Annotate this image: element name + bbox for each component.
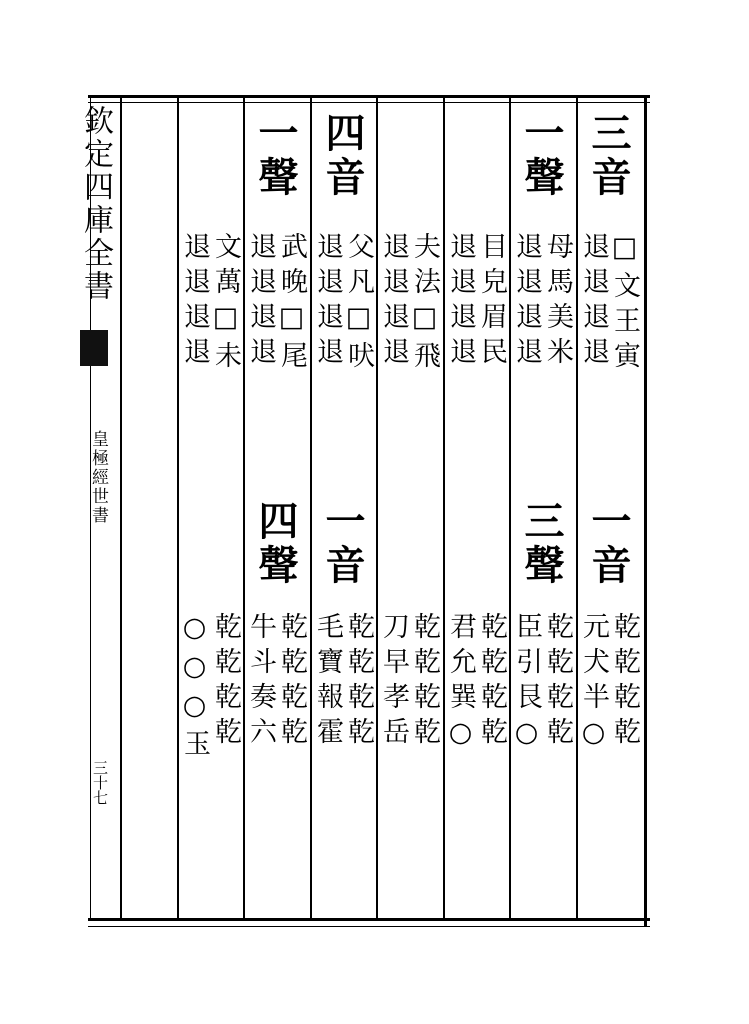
column-lower-line: 乾乾乾乾 <box>542 612 573 752</box>
column-divider <box>177 98 179 920</box>
column-lower-line: ○○○玉 <box>179 612 210 764</box>
column-lower-heading: 一音 <box>319 500 366 588</box>
column-lower-line: 乾乾乾乾 <box>609 612 640 752</box>
column-divider <box>509 98 511 920</box>
book-title: 皇極經世書 <box>88 430 108 525</box>
column-lower-line: 乾乾乾乾 <box>210 612 241 752</box>
column-upper-line: 退退退退 <box>312 232 343 372</box>
page-number: 三十七 <box>91 760 109 805</box>
column-lower-heading: 一音 <box>585 500 632 588</box>
column-upper-line: 夫法□飛 <box>409 232 440 376</box>
column-upper-line: 退退退退 <box>179 232 210 372</box>
table-column-empty <box>122 98 177 920</box>
column-upper-line: 母馬美米 <box>542 232 573 372</box>
column-upper-heading: 一聲 <box>518 112 565 200</box>
column-divider <box>443 98 445 920</box>
column-lower-line: 乾乾乾乾 <box>343 612 374 752</box>
column-lower-line: 牛斗奏六 <box>245 612 276 752</box>
collection-title: 欽定四庫全書 <box>78 105 113 303</box>
column-upper-line: 文萬□未 <box>210 232 241 376</box>
column-upper-line: 父凡□吠 <box>343 232 374 376</box>
column-upper-heading: 三音 <box>585 112 632 200</box>
column-upper-heading: 四音 <box>319 112 366 200</box>
column-lower-line: 毛寶報霍 <box>312 612 343 752</box>
column-upper-line: □文王寅 <box>609 232 640 376</box>
column-upper-line: 退退退退 <box>511 232 542 372</box>
column-upper-line: 武晚□尾 <box>276 232 307 376</box>
column-lower-line: 乾乾乾乾 <box>476 612 507 752</box>
column-lower-line: 乾乾乾乾 <box>276 612 307 752</box>
column-upper-line: 退退退退 <box>378 232 409 372</box>
fishtail-mark <box>80 330 108 366</box>
column-divider <box>310 98 312 920</box>
bottom-border-inner <box>88 926 650 927</box>
column-divider <box>576 98 578 920</box>
column-lower-line: 乾乾乾乾 <box>409 612 440 752</box>
column-divider <box>376 98 378 920</box>
column-lower-line: 刀早孝岳 <box>378 612 409 752</box>
column-upper-line: 目皃眉民 <box>476 232 507 372</box>
column-lower-line: 君允巽○ <box>445 612 476 756</box>
column-lower-line: 元犬半○ <box>578 612 609 756</box>
column-upper-line: 退退退退 <box>245 232 276 372</box>
column-divider <box>243 98 245 920</box>
column-upper-line: 退退退退 <box>445 232 476 372</box>
column-lower-heading: 三聲 <box>518 500 565 588</box>
column-upper-heading: 一聲 <box>252 112 299 200</box>
column-upper-line: 退退退退 <box>578 232 609 372</box>
column-lower-line: 臣引艮○ <box>511 612 542 756</box>
right-border <box>644 95 647 927</box>
column-lower-heading: 四聲 <box>252 500 299 588</box>
